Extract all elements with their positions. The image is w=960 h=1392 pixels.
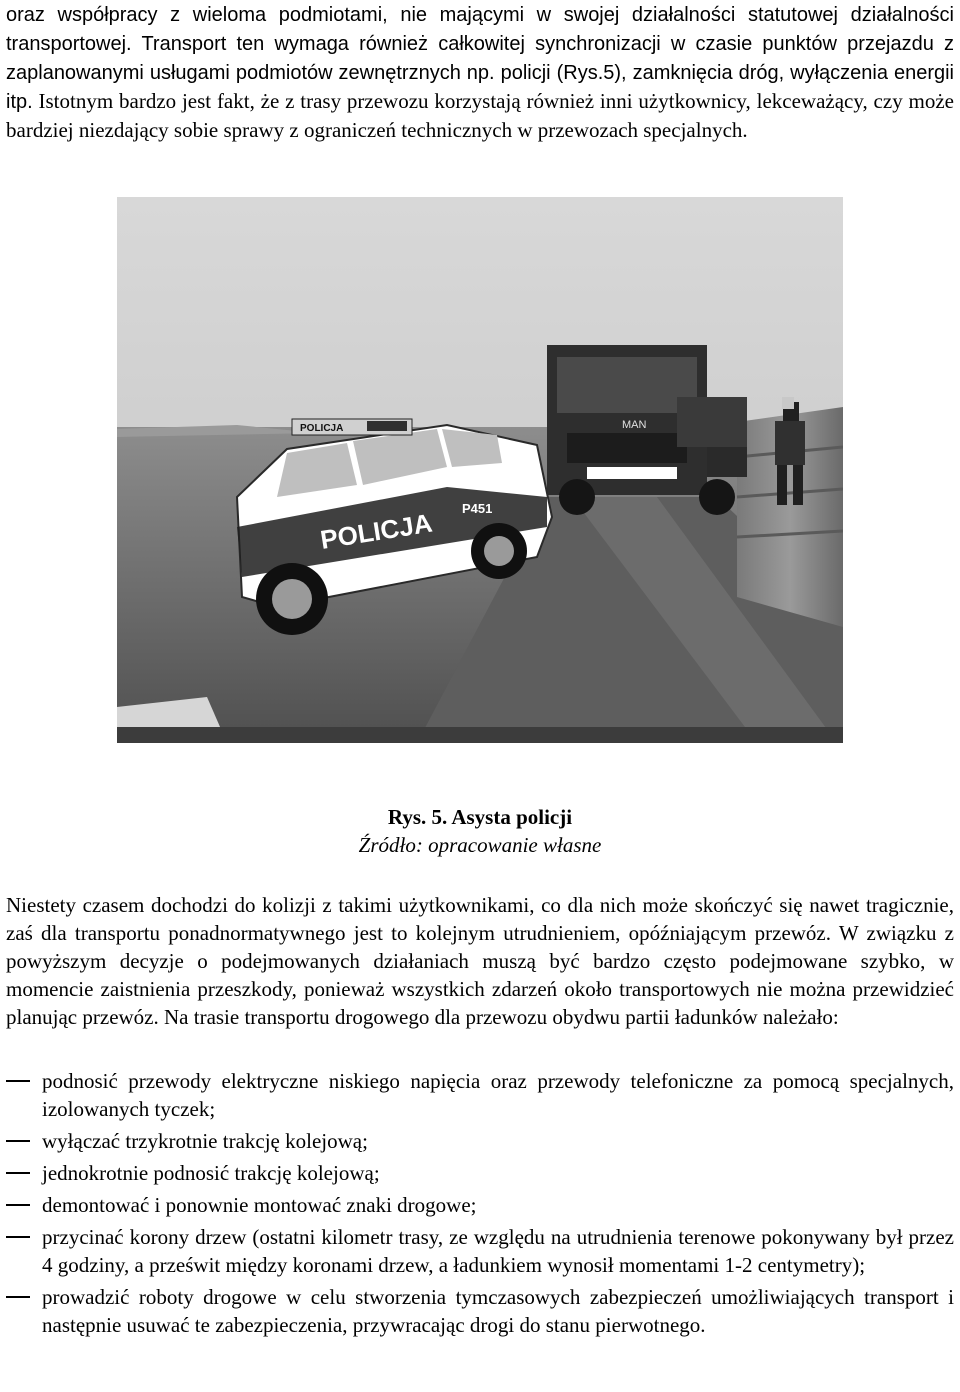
list-item-text: wyłączać trzykrotnie trakcję kolejową;: [42, 1129, 368, 1153]
intro-text-sans: oraz współpracy z wieloma podmiotami, nie mającymi w swojej działalności statutowej działalności transportowej. Transport ten wymaga również całkowitej synchronizacji w czasie punktów przejazdu z zaplanowanymi usługami podmiotów zewnętrznych np. policji (Rys.5), zamknięcia dróg, wyłączenia energii itp.: [6, 4, 954, 113]
list-item: [0, 1159, 954, 1187]
body-paragraph: [6, 891, 954, 1031]
task-list: [0, 1067, 954, 1343]
list-item-text: prowadzić roboty drogowe w celu stworzenia tymczasowych zabezpieczeń umożliwiających transport i następnie usuwać te zabezpieczenia, przywracając drogi do stanu pierwotnego.: [42, 1285, 954, 1337]
list-item: [0, 1191, 954, 1219]
list-item-text: przycinać korony drzew (ostatni kilometr trasy, ze względu na utrudnienia terenowe pokonywany był przez 4 godziny, a prześwit między koronami drzew, a ładunkiem wynosił momentami 1-2 centymetry);: [42, 1225, 954, 1277]
list-item-text: podnosić przewody elektryczne niskiego napięcia oraz przewody telefoniczne za pomocą specjalnych, izolowanych tyczek;: [42, 1069, 954, 1121]
roof-sign-text: POLICJA: [300, 423, 344, 434]
figure-caption-source: Źródło: opracowanie własne: [358, 833, 602, 857]
car-id-text: P451: [462, 501, 493, 516]
list-item-text: jednokrotnie podnosić trakcję kolejową;: [42, 1161, 380, 1185]
intro-paragraph: [6, 0, 954, 144]
body-text-part2: W związku z powyższym decyzje o podejmowanych działaniach muszą być bardzo często podejmowane szybko, w momencie zaistnienia przeszkody, ponieważ wszystkich zdarzeń około transportowych nie można przewidzieć planując przewóz. Na trasie transportu drogowego dla przewozu obydwu partii ładunków należało:: [6, 921, 954, 1029]
list-item: [0, 1067, 954, 1123]
list-item: [0, 1283, 954, 1339]
body-text-part1: Niestety czasem dochodzi do kolizji z takimi użytkownikami, co dla nich może skończyć się nawet tragicznie, zaś dla transportu ponadnormatywnego jest to kolejnym utrudnieniem, opóźniającym przewóz.: [6, 893, 954, 945]
car-side-text: POLICJA: [318, 507, 435, 555]
police-escort-photo: [117, 197, 843, 743]
truck-brand-label: MAN: [622, 419, 647, 431]
list-item-text: demontować i ponownie montować znaki drogowe;: [42, 1193, 477, 1217]
intro-text-serif: Istotnym bardzo jest fakt, że z trasy przewozu korzystają również inni użytkownicy, lekceważący, czy może bardziej niezdający sobie sprawy z ograniczeń technicznych w przewozach specjalnych.: [6, 89, 954, 142]
figure-caption-title: Rys. 5. Asysta policji: [387, 805, 573, 829]
list-item: [0, 1127, 954, 1155]
photo-illustration: [117, 197, 843, 743]
list-item: [0, 1223, 954, 1279]
